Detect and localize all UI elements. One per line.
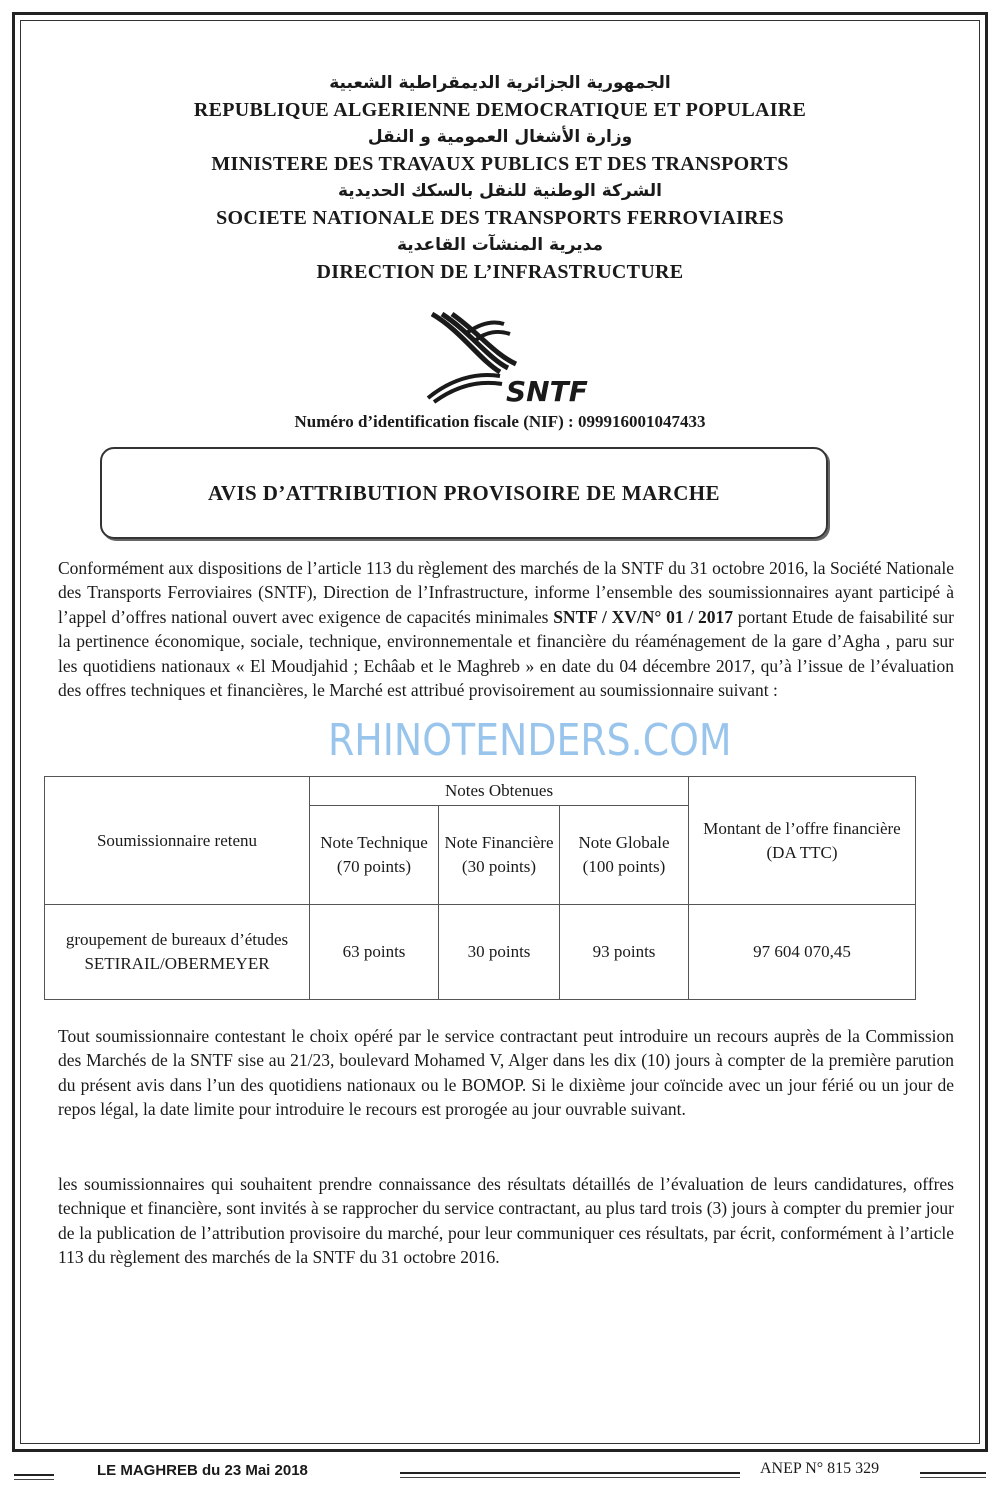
results-info-paragraph: les soumissionnaires qui souhaitent prendre connaissance des résultats détaillés de l’évaluation de leurs candidatures, offres technique et financière, sont invités à se rapprocher du service contractant, au plus tard trois (3) jours à compter du premier jour de la publication de l’attribution provisoire du marché, pour leur communiquer ces résultats, par écrit, conformément à l’article 113 du règlement des marchés de la SNTF du 31 octobre 2016. bbox=[58, 1174, 954, 1268]
intro-part1: Conformément aux dispositions de l’article 113 du règlement des marchés de la SNTF du 31 octobre 2016, la Société Nationale des Transports Ferroviaires (SNTF), Direction de l’Infrastructure, informe l’ensemble des soumissionnaires ayant participé à l’appel d’offres national ouvert avec exigence de capacités minimales bbox=[58, 558, 954, 627]
header-company: SOCIETE NATIONALE DES TRANSPORTS FERROVIAIRES bbox=[216, 207, 784, 229]
header-arabic-company: الشركة الوطنية للنقل بالسكك الحديدية bbox=[337, 181, 663, 201]
sntf-logo bbox=[420, 310, 600, 405]
footer-rule-middle bbox=[400, 1472, 740, 1474]
footer-anep: ANEP N° 815 329 bbox=[760, 1460, 880, 1477]
header-technical: Note Technique (70 points) bbox=[310, 806, 439, 905]
table-header-row bbox=[45, 777, 916, 806]
header-arabic-republic: الجمهورية الجزائرية الديمقراطية الشعبية bbox=[329, 73, 671, 93]
cell-amount: 97 604 070,45 bbox=[689, 905, 916, 1000]
header-notes-group: Notes Obtenues bbox=[310, 777, 689, 806]
header-global: Note Globale (100 points) bbox=[560, 806, 689, 905]
footer-rule-left-thin bbox=[14, 1479, 54, 1480]
tender-reference: SNTF / XV/N° 01 / 2017 bbox=[553, 606, 733, 627]
results-table bbox=[44, 776, 916, 1000]
footer-rule-right bbox=[920, 1472, 986, 1474]
cell-financial: 30 points bbox=[439, 905, 560, 1000]
recourse-paragraph: Tout soumissionnaire contestant le choix opéré par le service contractant peut introduire un recours auprès de la Commission des Marchés de la SNTF sise au 21/23, boulevard Mohamed V, Alger dans les dix (10) jours à compter de la première parution du présent avis dans l’un des quotidiens nationaux ou le BOMOP. Si le dixième jour coïncide avec un jour férié ou un jour de repos légal, la date limite pour introduire le recours est prorogée au jour ouvrable suivant. bbox=[58, 1026, 954, 1120]
footer-rule-left bbox=[14, 1474, 54, 1476]
cell-bidder: groupement de bureaux d’études SETIRAIL/OBERMEYER bbox=[45, 905, 310, 1000]
watermark: RHINOTENDERS.COM bbox=[328, 715, 732, 766]
cell-global: 93 points bbox=[560, 905, 689, 1000]
logo-text: SNTF bbox=[506, 375, 588, 405]
intro-part2: portant Etude de faisabilité sur la pertinence économique, sociale, technique, environnementale et financière du réaménagement de la gare d’Agha , paru sur les quotidiens nationaux « El Moudjahid ; Echâab et le Maghreb » en date du 04 décembre 2017, qu’à l’issue de l’évaluation des offres techniques et financières, le Marché est attribué provisoirement au soumissionnaire suivant : bbox=[58, 606, 955, 701]
header-arabic-direction: مديرية المنشآت القاعدية bbox=[396, 235, 604, 255]
header-ministry: MINISTERE DES TRAVAUX PUBLICS ET DES TRANSPORTS bbox=[211, 153, 789, 175]
table-row bbox=[45, 905, 916, 1000]
header-financial: Note Financière (30 points) bbox=[439, 806, 560, 905]
title-box bbox=[100, 447, 828, 539]
header-bidder: Soumissionnaire retenu bbox=[45, 777, 310, 905]
header-direction: DIRECTION DE L’INFRASTRUCTURE bbox=[316, 261, 684, 283]
header-amount: Montant de l’offre financière (DA TTC) bbox=[689, 777, 916, 905]
notice-title: AVIS D’ATTRIBUTION PROVISOIRE DE MARCHE bbox=[208, 480, 720, 505]
footer-rule-right-thin bbox=[920, 1477, 986, 1478]
cell-technical: 63 points bbox=[310, 905, 439, 1000]
header-republic: REPUBLIQUE ALGERIENNE DEMOCRATIQUE ET POPULAIRE bbox=[193, 99, 807, 121]
footer-newspaper: LE MAGHREB du 23 Mai 2018 bbox=[97, 1462, 308, 1479]
letterhead bbox=[0, 70, 1000, 286]
footer-rule-middle-thin bbox=[400, 1477, 740, 1478]
intro-paragraph bbox=[58, 556, 954, 702]
header-arabic-ministry: وزارة الأشغال العمومية و النقل bbox=[367, 127, 633, 147]
tax-id: Numéro d’identification fiscale (NIF) : 099916001047433 bbox=[294, 412, 706, 431]
